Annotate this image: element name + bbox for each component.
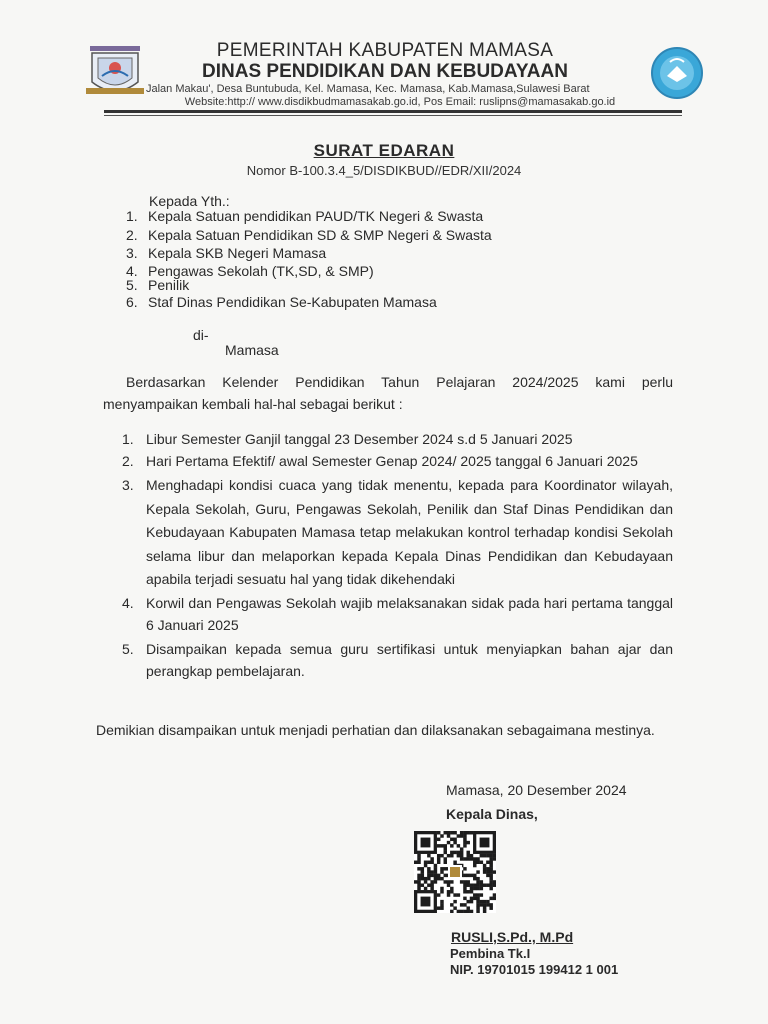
letterhead-divider bbox=[104, 110, 682, 113]
closing-paragraph: Demikian disampaikan untuk menjadi perhatian dan dilaksanakan sebagaimana mestinya. bbox=[96, 722, 655, 738]
greeting: Kepada Yth.: bbox=[149, 193, 230, 209]
recipient-item bbox=[126, 277, 189, 293]
recipient-number: 4. bbox=[126, 263, 138, 279]
recipient-text: Penilik bbox=[148, 277, 190, 293]
education-logo bbox=[650, 46, 704, 100]
signatory-nip: NIP. 19701015 199412 1 001 bbox=[450, 962, 619, 977]
signature-position: Kepala Dinas, bbox=[446, 806, 538, 822]
recipient-number: 1. bbox=[126, 208, 138, 224]
list-item-number: 4. bbox=[122, 595, 134, 611]
recipient-item bbox=[126, 208, 483, 224]
recipient-item bbox=[126, 294, 437, 310]
list-item bbox=[122, 450, 673, 472]
list-item-number: 1. bbox=[122, 431, 134, 447]
document-number: Nomor B-100.3.4_5/DISDIKBUD//EDR/XII/2024 bbox=[246, 163, 522, 178]
list-item bbox=[122, 638, 673, 682]
list-item bbox=[122, 592, 673, 636]
intro-paragraph: Berdasarkan Kelender Pendidikan Tahun Pelajaran 2024/2025 kami perlu menyampaikan kembali hal-hal sebagai berikut : bbox=[103, 374, 673, 412]
address-place: Mamasa bbox=[225, 342, 279, 358]
list-item bbox=[122, 474, 673, 590]
letterhead-agency: DINAS PENDIDIKAN DAN KEBUDAYAAN bbox=[202, 61, 568, 82]
recipient-number: 3. bbox=[126, 245, 138, 261]
signatory-rank: Pembina Tk.I bbox=[450, 946, 531, 961]
list-item-text: Libur Semester Ganjil tanggal 23 Desember 2024 s.d 5 Januari 2025 bbox=[146, 431, 573, 447]
list-item-text: Korwil dan Pengawas Sekolah wajib melaksanakan sidak pada hari pertama tanggal 6 Januari 2025 bbox=[146, 595, 673, 633]
list-item bbox=[122, 428, 673, 450]
recipient-text: Kepala Satuan pendidikan PAUD/TK Negeri & Swasta bbox=[148, 208, 484, 224]
letterhead-government: PEMERINTAH KABUPATEN MAMASA bbox=[216, 40, 554, 61]
letterhead-divider-thin bbox=[104, 115, 682, 116]
recipient-number: 6. bbox=[126, 294, 138, 310]
recipient-text: Pengawas Sekolah (TK,SD, & SMP) bbox=[148, 263, 374, 279]
list-item-text: Disampaikan kepada semua guru sertifikasi untuk menyiapkan bahan ajar dan perangkap pembelajaran. bbox=[146, 641, 673, 679]
recipient-text: Kepala Satuan Pendidikan SD & SMP Negeri & Swasta bbox=[148, 227, 492, 243]
recipient-item bbox=[126, 227, 492, 243]
list-item-number: 2. bbox=[122, 453, 134, 469]
recipient-number: 5. bbox=[126, 277, 138, 293]
list-item-number: 3. bbox=[122, 477, 134, 493]
signature-place-date: Mamasa, 20 Desember 2024 bbox=[446, 782, 627, 798]
address-di: di- bbox=[193, 327, 209, 343]
list-item-text: Hari Pertama Efektif/ awal Semester Genap 2024/ 2025 tanggal 6 Januari 2025 bbox=[146, 453, 638, 469]
letterhead-address: Jalan Makau', Desa Buntubuda, Kel. Mamasa, Kec. Mamasa, Kab.Mamasa,Sulawesi Barat bbox=[146, 83, 590, 95]
list-item-number: 5. bbox=[122, 641, 134, 657]
list-item-text: Menghadapi kondisi cuaca yang tidak menentu, kepada para Koordinator wilayah, Kepala Sekolah, Guru, Pengawas Sekolah, Penilik dan Staf Dinas Pendidikan dan Kebudayaan Kabupaten Mamasa tetap melakukan kontrol terhadap kondisi Sekolah selama libur dan melaporkan kepada Kepala Dinas Pendidikan dan Kebudayaan apabila terjadi sesuatu hal yang tidak dikehendaki bbox=[146, 477, 673, 587]
document-title: SURAT EDARAN bbox=[313, 141, 455, 160]
regency-logo bbox=[84, 44, 146, 102]
recipient-text: Kepala SKB Negeri Mamasa bbox=[148, 245, 327, 261]
recipient-item bbox=[126, 245, 326, 261]
signature-qr-code bbox=[414, 831, 496, 913]
recipient-number: 2. bbox=[126, 227, 138, 243]
signatory-name: RUSLI,S.Pd., M.Pd bbox=[451, 929, 574, 945]
letterhead-contact: Website:http:// www.disdikbudmamasakab.go.id, Pos Email: ruslipns@mamasakab.go.id bbox=[184, 96, 616, 108]
recipient-text: Staf Dinas Pendidikan Se-Kabupaten Mamasa bbox=[148, 294, 437, 310]
